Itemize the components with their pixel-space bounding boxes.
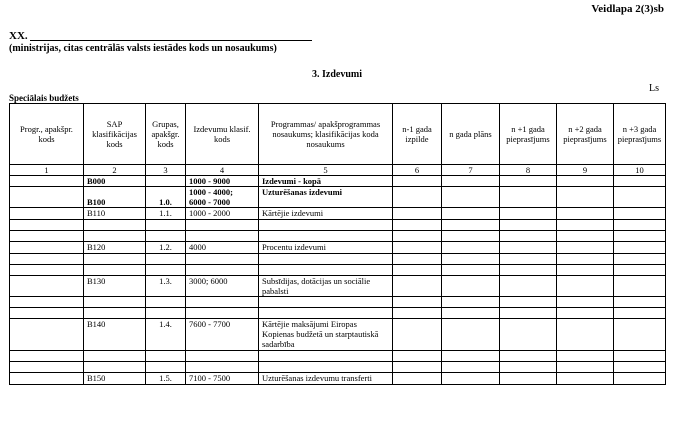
col-header-name: Programmas/ apakšprogrammas nosaukums; klasifikācijas koda nosaukums	[259, 104, 393, 165]
value-cell[interactable]	[442, 276, 500, 297]
table-row-empty	[10, 308, 666, 319]
klasif-line: 6000 - 7000	[189, 197, 231, 207]
value-cell[interactable]	[442, 242, 500, 254]
table-row-empty	[10, 297, 666, 308]
value-cell[interactable]	[393, 276, 442, 297]
cell[interactable]	[186, 308, 259, 319]
cell[interactable]	[10, 297, 84, 308]
cell[interactable]	[442, 308, 500, 319]
cell[interactable]	[557, 254, 614, 265]
col-number: 1	[10, 165, 84, 176]
value-cell[interactable]	[442, 187, 500, 208]
cell[interactable]	[10, 187, 84, 208]
group-code-cell: 1.0.	[146, 187, 186, 208]
table-row-empty	[10, 351, 666, 362]
cell[interactable]	[84, 254, 146, 265]
name-cell: Kārtējie maksājumi Eiropas Kopienas budžetā un starptautiskā sadarbība	[259, 319, 393, 351]
cell[interactable]	[146, 351, 186, 362]
table-row-empty	[10, 220, 666, 231]
sap-code-cell: B130	[84, 276, 146, 297]
cell[interactable]	[259, 297, 393, 308]
klasif-code-cell: 7600 - 7700	[186, 319, 259, 351]
cell[interactable]	[500, 362, 557, 373]
cell[interactable]	[614, 351, 666, 362]
currency-label: Ls	[649, 83, 659, 94]
table-row-empty	[10, 265, 666, 276]
cell[interactable]	[614, 362, 666, 373]
cell[interactable]	[10, 308, 84, 319]
cell[interactable]	[186, 297, 259, 308]
col-number: 5	[259, 165, 393, 176]
cell[interactable]	[146, 297, 186, 308]
table-row-b100	[10, 187, 666, 208]
name-cell: Uzturēšanas izdevumi	[259, 187, 393, 208]
value-cell[interactable]	[500, 187, 557, 208]
cell[interactable]	[186, 351, 259, 362]
value-cell[interactable]	[614, 276, 666, 297]
value-cell[interactable]	[393, 319, 442, 351]
value-cell[interactable]	[393, 176, 442, 187]
cell[interactable]	[10, 319, 84, 351]
col-number: 7	[442, 165, 500, 176]
col-header-sap: SAP klasifikācijas kods	[84, 104, 146, 165]
expenditure-table	[9, 103, 666, 385]
col-header-group: Grupas, apakšgr. kods	[146, 104, 186, 165]
col-number: 2	[84, 165, 146, 176]
group-code-cell: 1.1.	[146, 208, 186, 220]
group-code-cell: 1.2.	[146, 242, 186, 254]
cell[interactable]	[259, 220, 393, 231]
ministry-fill-line	[30, 40, 312, 41]
sap-code-cell: B140	[84, 319, 146, 351]
cell[interactable]	[10, 242, 84, 254]
sap-code-cell: B150	[84, 373, 146, 385]
cell[interactable]	[146, 176, 186, 187]
name-cell: Subsīdijas, dotācijas un sociālie pabalsti	[259, 276, 393, 297]
value-cell[interactable]	[614, 208, 666, 220]
sap-code-cell: B120	[84, 242, 146, 254]
cell[interactable]	[10, 351, 84, 362]
col-number: 6	[393, 165, 442, 176]
cell[interactable]	[557, 362, 614, 373]
value-cell[interactable]	[442, 319, 500, 351]
col-header-req3: n +3 gada pieprasījums	[614, 104, 666, 165]
sap-code-cell: B000	[84, 176, 146, 187]
value-cell[interactable]	[500, 242, 557, 254]
value-cell[interactable]	[442, 373, 500, 385]
cell[interactable]	[393, 351, 442, 362]
cell[interactable]	[10, 362, 84, 373]
section-title: 3. Izdevumi	[312, 69, 362, 80]
cell[interactable]	[84, 362, 146, 373]
klasif-code-cell: 4000	[186, 242, 259, 254]
klasif-line: 1000 - 4000;	[189, 187, 233, 197]
table-row-b110	[10, 208, 666, 220]
cell[interactable]	[500, 265, 557, 276]
value-cell[interactable]	[557, 319, 614, 351]
value-cell[interactable]	[557, 276, 614, 297]
cell[interactable]	[393, 231, 442, 242]
table-header-row	[10, 104, 666, 165]
value-cell[interactable]	[557, 187, 614, 208]
cell[interactable]	[442, 220, 500, 231]
cell[interactable]	[557, 351, 614, 362]
cell[interactable]	[10, 220, 84, 231]
cell[interactable]	[10, 373, 84, 385]
cell[interactable]	[500, 254, 557, 265]
value-cell[interactable]	[500, 319, 557, 351]
cell[interactable]	[393, 220, 442, 231]
value-cell[interactable]	[614, 319, 666, 351]
value-cell[interactable]	[500, 276, 557, 297]
ministry-code: XX.	[9, 30, 28, 42]
value-cell[interactable]	[557, 176, 614, 187]
cell[interactable]	[259, 254, 393, 265]
table-row-empty	[10, 231, 666, 242]
value-cell[interactable]	[393, 187, 442, 208]
cell[interactable]	[259, 351, 393, 362]
table-row-total	[10, 176, 666, 187]
cell[interactable]	[442, 297, 500, 308]
cell[interactable]	[614, 308, 666, 319]
cell[interactable]	[614, 254, 666, 265]
cell[interactable]	[146, 220, 186, 231]
cell[interactable]	[614, 297, 666, 308]
cell[interactable]	[84, 297, 146, 308]
cell[interactable]	[146, 254, 186, 265]
cell[interactable]	[442, 231, 500, 242]
cell[interactable]	[146, 308, 186, 319]
sap-code-cell: B100	[84, 187, 146, 208]
table-row-b140	[10, 319, 666, 351]
cell[interactable]	[614, 231, 666, 242]
value-cell[interactable]	[614, 176, 666, 187]
name-cell: Uzturēšanas izdevumu transferti	[259, 373, 393, 385]
cell[interactable]	[500, 308, 557, 319]
klasif-code-cell: 3000; 6000	[186, 276, 259, 297]
name-cell: Kārtējie izdevumi	[259, 208, 393, 220]
cell[interactable]	[146, 265, 186, 276]
cell[interactable]	[259, 362, 393, 373]
col-header-req2: n +2 gada pieprasījums	[557, 104, 614, 165]
table-row-b130	[10, 276, 666, 297]
cell[interactable]	[614, 220, 666, 231]
cell[interactable]	[500, 351, 557, 362]
col-header-plan: n gada plāns	[442, 104, 500, 165]
value-cell[interactable]	[557, 242, 614, 254]
cell[interactable]	[614, 265, 666, 276]
col-number: 10	[614, 165, 666, 176]
cell[interactable]	[10, 176, 84, 187]
cell[interactable]	[557, 265, 614, 276]
cell[interactable]	[393, 297, 442, 308]
col-header-req1: n +1 gada pieprasījums	[500, 104, 557, 165]
table-row-empty	[10, 362, 666, 373]
cell[interactable]	[393, 254, 442, 265]
value-cell[interactable]	[500, 176, 557, 187]
cell[interactable]	[10, 276, 84, 297]
name-cell: Procentu izdevumi	[259, 242, 393, 254]
col-header-program: Progr., apakšpr. kods	[10, 104, 84, 165]
budget-type: Speciālais budžets	[9, 93, 79, 103]
table-row-b150	[10, 373, 666, 385]
cell[interactable]	[259, 308, 393, 319]
value-cell[interactable]	[500, 373, 557, 385]
value-cell[interactable]	[393, 242, 442, 254]
value-cell[interactable]	[557, 373, 614, 385]
cell[interactable]	[557, 308, 614, 319]
value-cell[interactable]	[393, 373, 442, 385]
col-number: 9	[557, 165, 614, 176]
col-number: 3	[146, 165, 186, 176]
klasif-code-cell	[186, 187, 259, 208]
cell[interactable]	[442, 254, 500, 265]
table-row-b120	[10, 242, 666, 254]
col-header-prev-year: n-1 gada izpilde	[393, 104, 442, 165]
group-code-cell: 1.3.	[146, 276, 186, 297]
cell[interactable]	[186, 220, 259, 231]
group-code-cell: 1.5.	[146, 373, 186, 385]
cell[interactable]	[393, 308, 442, 319]
value-cell[interactable]	[442, 208, 500, 220]
klasif-code-cell: 7100 - 7500	[186, 373, 259, 385]
group-code-cell: 1.4.	[146, 319, 186, 351]
cell[interactable]	[186, 254, 259, 265]
cell[interactable]	[84, 231, 146, 242]
cell[interactable]	[146, 231, 186, 242]
cell[interactable]	[500, 231, 557, 242]
klasif-code-cell: 1000 - 2000	[186, 208, 259, 220]
cell[interactable]	[10, 254, 84, 265]
klasif-code-cell: 1000 - 9000	[186, 176, 259, 187]
cell[interactable]	[84, 220, 146, 231]
value-cell[interactable]	[442, 176, 500, 187]
value-cell[interactable]	[500, 208, 557, 220]
cell[interactable]	[442, 351, 500, 362]
cell[interactable]	[84, 351, 146, 362]
cell[interactable]	[10, 231, 84, 242]
cell[interactable]	[10, 265, 84, 276]
cell[interactable]	[186, 265, 259, 276]
value-cell[interactable]	[393, 208, 442, 220]
cell[interactable]	[393, 362, 442, 373]
name-cell: Izdevumi - kopā	[259, 176, 393, 187]
cell[interactable]	[557, 231, 614, 242]
cell[interactable]	[442, 362, 500, 373]
cell[interactable]	[259, 231, 393, 242]
column-number-row	[10, 165, 666, 176]
col-number: 8	[500, 165, 557, 176]
sap-code-cell: B110	[84, 208, 146, 220]
cell[interactable]	[84, 265, 146, 276]
cell[interactable]	[186, 362, 259, 373]
ministry-caption: (ministrijas, citas centrālās valsts iestādes kods un nosaukums)	[9, 43, 277, 54]
value-cell[interactable]	[614, 373, 666, 385]
cell[interactable]	[500, 297, 557, 308]
cell[interactable]	[259, 265, 393, 276]
cell[interactable]	[393, 265, 442, 276]
cell[interactable]	[557, 297, 614, 308]
col-header-klasif: Izdevumu klasif. kods	[186, 104, 259, 165]
cell[interactable]	[186, 231, 259, 242]
table-row-empty	[10, 254, 666, 265]
cell[interactable]	[442, 265, 500, 276]
cell[interactable]	[500, 220, 557, 231]
cell[interactable]	[10, 208, 84, 220]
value-cell[interactable]	[614, 187, 666, 208]
cell[interactable]	[84, 308, 146, 319]
cell[interactable]	[146, 362, 186, 373]
cell[interactable]	[557, 220, 614, 231]
value-cell[interactable]	[557, 208, 614, 220]
col-number: 4	[186, 165, 259, 176]
value-cell[interactable]	[614, 242, 666, 254]
form-label: Veidlapa 2(3)sb	[591, 3, 664, 15]
